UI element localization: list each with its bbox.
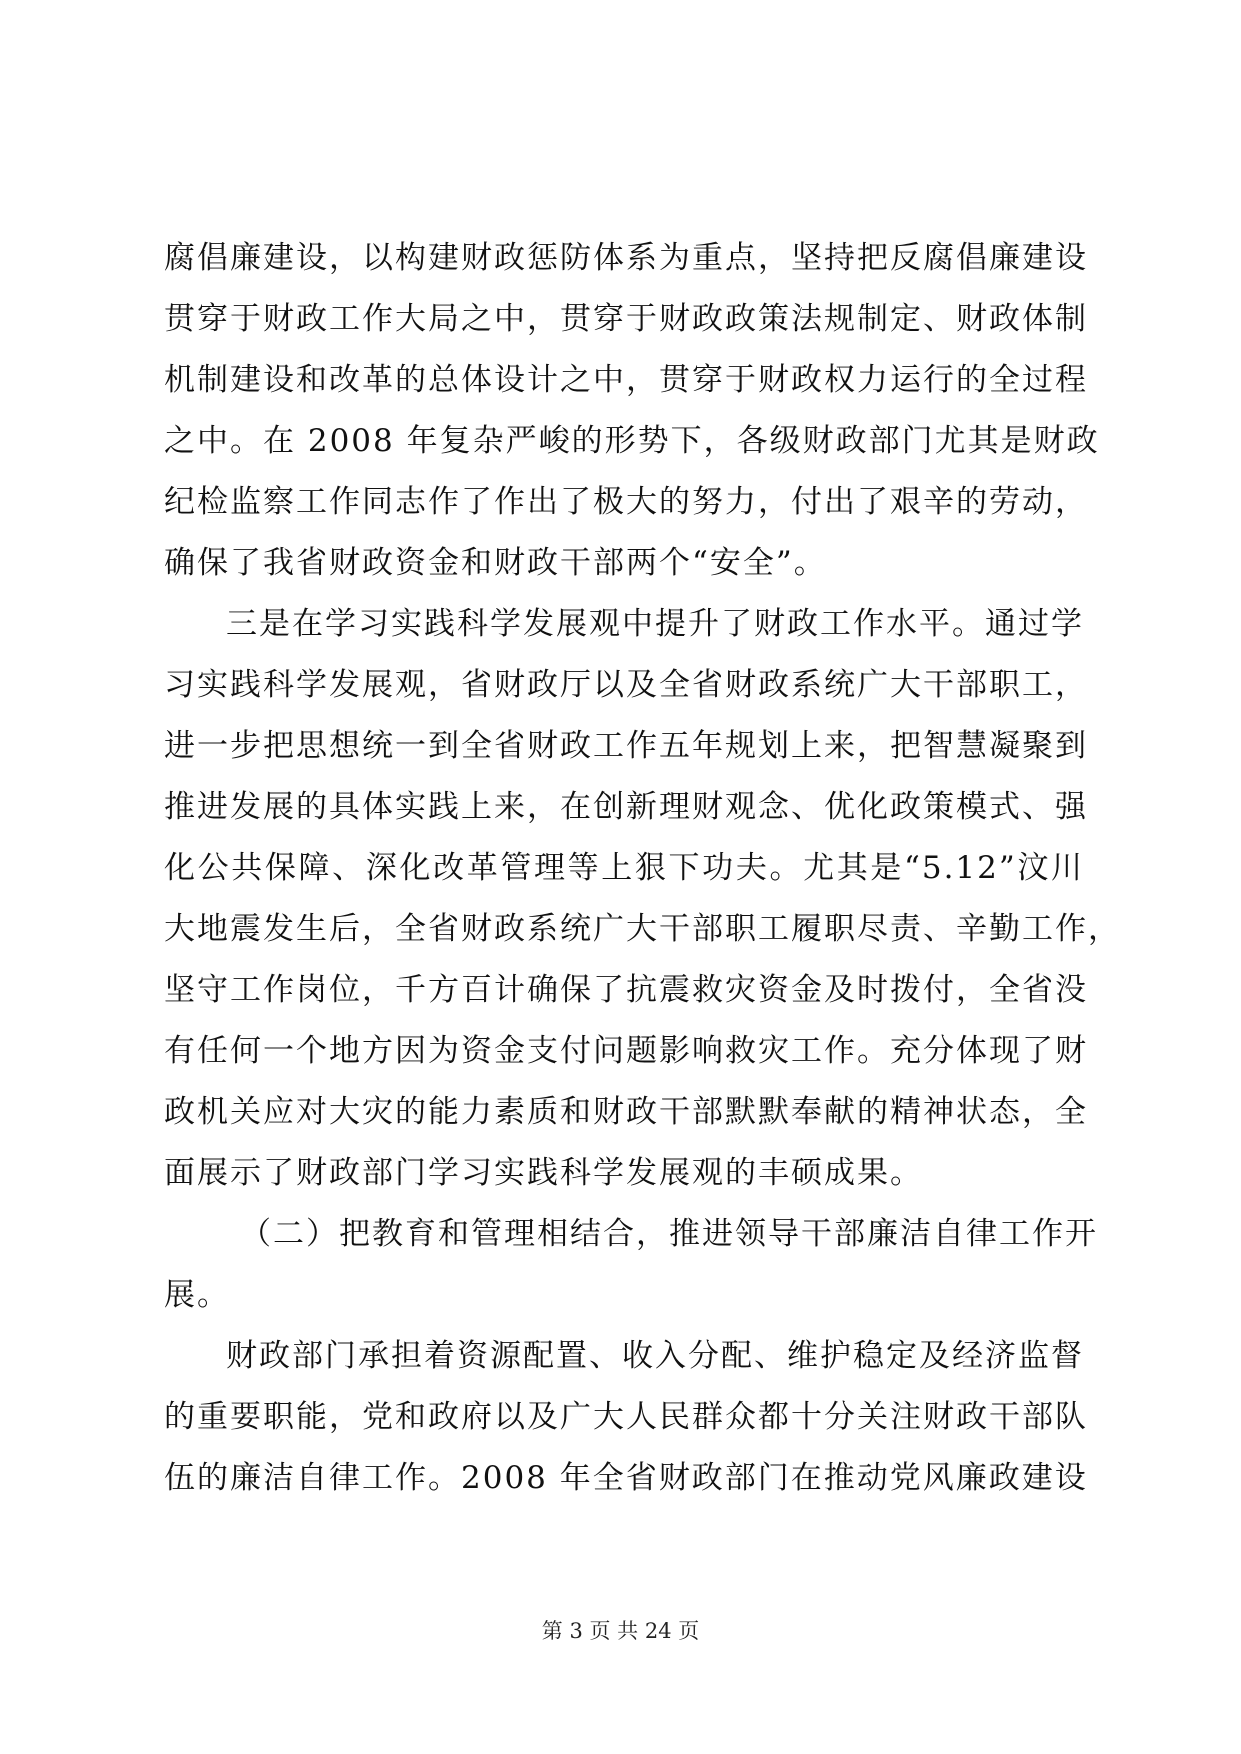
text-line: 机制建设和改革的总体设计之中，贯穿于财政权力运行的全过程 bbox=[164, 362, 1088, 398]
text-line: 伍的廉洁自律工作。2008 年全省财政部门在推动党风廉政建设 bbox=[164, 1460, 1088, 1496]
text-line: 推进发展的具体实践上来，在创新理财观念、优化政策模式、强 bbox=[164, 789, 1088, 825]
text-line: 纪检监察工作同志作了作出了极大的努力，付出了艰辛的劳动， bbox=[164, 484, 1088, 520]
text-line: 贯穿于财政工作大局之中，贯穿于财政政策法规制定、财政体制 bbox=[164, 301, 1088, 337]
text-line: 面展示了财政部门学习实践科学发展观的丰硕成果。 bbox=[164, 1155, 923, 1191]
text-line: 政机关应对大灾的能力素质和财政干部默默奉献的精神状态，全 bbox=[164, 1094, 1088, 1130]
text-line: 大地震发生后，全省财政系统广大干部职工履职尽责、辛勤工作， bbox=[164, 911, 1121, 947]
section-heading-line: （二）把教育和管理相结合，推进领导干部廉洁自律工作开 bbox=[240, 1216, 1098, 1252]
text-line: 有任何一个地方因为资金支付问题影响救灾工作。充分体现了财 bbox=[164, 1033, 1088, 1069]
text-line: 财政部门承担着资源配置、收入分配、维护稳定及经济监督 bbox=[226, 1338, 1084, 1374]
text-line: 化公共保障、深化改革管理等上狠下功夫。尤其是“5.12”汶川 bbox=[164, 850, 1084, 886]
page-number-footer: 第 3 页 共 24 页 bbox=[541, 1619, 700, 1643]
text-line: 习实践科学发展观，省财政厅以及全省财政系统广大干部职工， bbox=[164, 667, 1088, 703]
text-line: 的重要职能，党和政府以及广大人民群众都十分关注财政干部队 bbox=[164, 1399, 1088, 1435]
text-line: 之中。在 2008 年复杂严峻的形势下，各级财政部门尤其是财政 bbox=[164, 423, 1100, 459]
text-line: 坚守工作岗位，千方百计确保了抗震救灾资金及时拨付，全省没 bbox=[164, 972, 1088, 1008]
document-body bbox=[164, 228, 1121, 1509]
text-line: 腐倡廉建设，以构建财政惩防体系为重点，坚持把反腐倡廉建设 bbox=[164, 240, 1088, 276]
text-line: 确保了我省财政资金和财政干部两个“安全”。 bbox=[164, 545, 827, 581]
text-line: 三是在学习实践科学发展观中提升了财政工作水平。通过学 bbox=[226, 606, 1084, 642]
text-line: 进一步把思想统一到全省财政工作五年规划上来，把智慧凝聚到 bbox=[164, 728, 1088, 764]
section-heading-line: 展。 bbox=[164, 1277, 230, 1313]
